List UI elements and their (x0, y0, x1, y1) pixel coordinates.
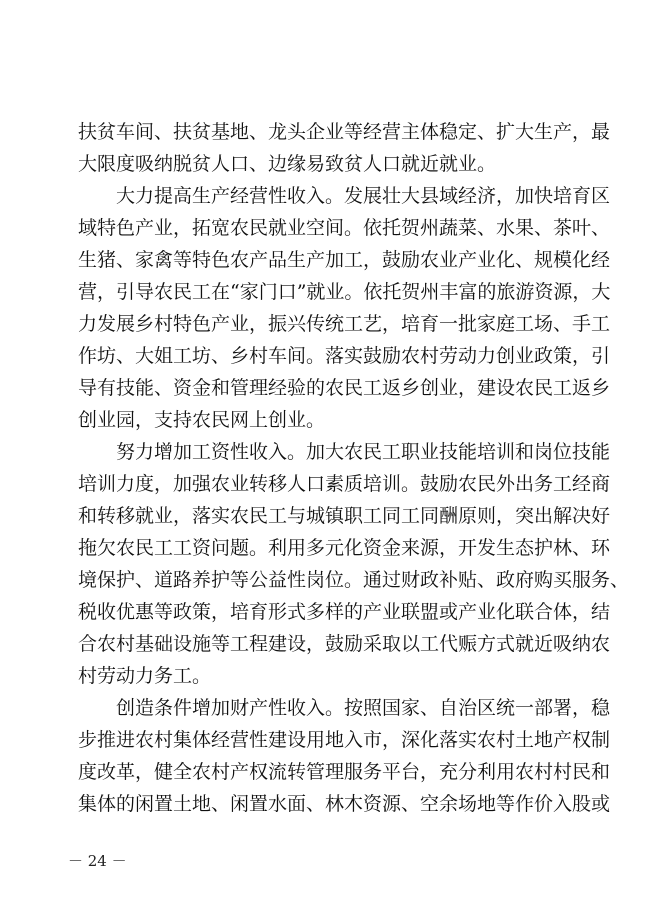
text-line: 度改革，健全农村产权流转管理服务平台，充分利用农村村民和 (78, 761, 611, 783)
text-line: 村劳动力务工。 (78, 665, 212, 687)
text-line: 大限度吸纳脱贫人口、边缘易致贫人口就近就业。 (78, 153, 497, 175)
paragraph-first-line: 努力增加工资性收入。加大农民工职业技能培训和岗位技能 (116, 441, 611, 463)
text-line: 创业园，支持农民网上创业。 (78, 409, 326, 431)
text-line: 境保护、道路养护等公益性岗位。通过财政补贴、政府购买服务、 (78, 569, 630, 591)
text-line: 生猪、家禽等特色农产品生产加工，鼓励农业产业化、规模化经 (78, 249, 611, 271)
paragraph-first-line: 创造条件增加财产性收入。按照国家、自治区统一部署，稳 (116, 697, 611, 719)
text-line: 域特色产业，拓宽农民就业空间。依托贺州蔬菜、水果、茶叶、 (78, 217, 611, 239)
text-line: 合农村基础设施等工程建设，鼓励采取以工代赈方式就近吸纳农 (78, 633, 611, 655)
text-line: 培训力度，加强农业转移人口素质培训。鼓励农民外出务工经商 (78, 473, 611, 495)
text-line: 税收优惠等政策，培育形式多样的产业联盟或产业化联合体，结 (78, 601, 611, 623)
text-line: 作坊、大姐工坊、乡村车间。落实鼓励农村劳动力创业政策，引 (78, 345, 611, 367)
text-line: 集体的闲置土地、闲置水面、林木资源、空余场地等作价入股或 (78, 793, 611, 815)
body-text (78, 116, 630, 820)
text-line: 导有技能、资金和管理经验的农民工返乡创业，建设农民工返乡 (78, 377, 611, 399)
text-line: 扶贫车间、扶贫基地、龙头企业等经营主体稳定、扩大生产，最 (78, 121, 611, 143)
text-line: 拖欠农民工工资问题。利用多元化资金来源，开发生态护林、环 (78, 537, 611, 559)
text-line: 和转移就业，落实农民工与城镇职工同工同酬原则，突出解决好 (78, 505, 611, 527)
page-number: － 24 － (68, 852, 127, 870)
text-line: 步推进农村集体经营性建设用地入市，深化落实农村土地产权制 (78, 729, 611, 751)
text-line: 营，引导农民工在“家门口”就业。依托贺州丰富的旅游资源，大 (78, 281, 611, 303)
paragraph-first-line: 大力提高生产经营性收入。发展壮大县域经济，加快培育区 (116, 185, 611, 207)
text-line: 力发展乡村特色产业，振兴传统工艺，培育一批家庭工场、手工 (78, 313, 611, 335)
